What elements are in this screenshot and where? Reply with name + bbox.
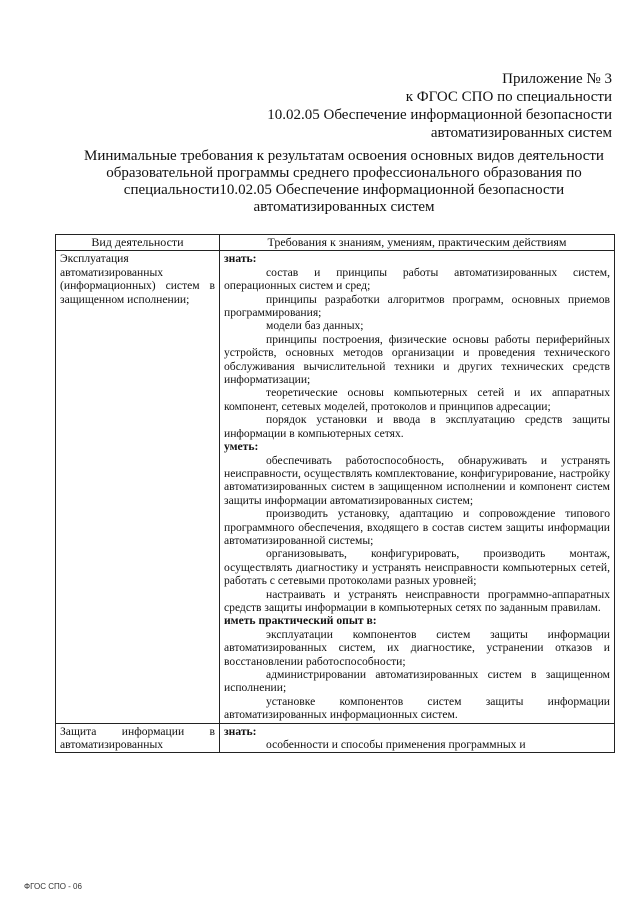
table-row bbox=[56, 251, 615, 723]
list-item: модели баз данных; bbox=[266, 319, 364, 333]
document-title: Минимальные требования к результатам освоения основных видов деятельности образовательной программы среднего профессионального образования по специальности10.02.05 Обеспечение информационной безопасности автоматизированных систем bbox=[84, 148, 604, 215]
list-item: обеспечивать работоспособность, обнаруживать и устранять неисправности, осуществлять комплектование, конфигурирование, настройку автоматизированных систем в защищенном исполнении и компонент систем защиты информации автоматизированных систем; bbox=[224, 453, 610, 507]
list-item: особенности и способы применения программных и bbox=[266, 738, 526, 752]
list-item: теоретические основы компьютерных сетей и их аппаратных компонент, сетевых моделей, протоколов и принципов адресации; bbox=[224, 386, 610, 413]
list-item: эксплуатации компонентов систем защиты информации автоматизированных систем, их диагностике, устранении отказов и восстановлении работоспособности; bbox=[224, 627, 610, 668]
list-item: настраивать и устранять неисправности программно-аппаратных средств защиты информации в компьютерных сетях по заданным правилам. bbox=[224, 587, 610, 614]
column-header-requirements: Требования к знаниям, умениям, практическим действиям bbox=[220, 235, 615, 251]
list-item: принципы построения, физические основы работы периферийных устройств, основных методов организации и проведения технического обслуживания вычислительной техники и других технических средств информатизации; bbox=[224, 332, 610, 387]
appendix-reference: к ФГОС СПО по специальности bbox=[405, 89, 612, 105]
skills-label: уметь: bbox=[224, 440, 259, 454]
activity-cell: Эксплуатация автоматизированных (информационных) систем в защищенном исполнении; bbox=[56, 251, 220, 723]
know-label: знать: bbox=[224, 252, 257, 266]
requirements-cell bbox=[220, 723, 615, 753]
requirements-table bbox=[55, 234, 615, 753]
list-item: принципы разработки алгоритмов программ, основных приемов программирования; bbox=[224, 292, 610, 320]
list-item: порядок установки и ввода в эксплуатацию средств защиты информации в компьютерных сетях. bbox=[224, 413, 610, 440]
appendix-number: Приложение № 3 bbox=[502, 71, 612, 87]
list-item: организовывать, конфигурировать, производить монтаж, осуществлять диагностику и устранять неисправности компьютерных сетей, работать с сетевыми протоколами разных уровней; bbox=[224, 547, 610, 588]
list-item: установке компонентов систем защиты информации автоматизированных информационных систем. bbox=[224, 694, 610, 722]
activity-cell: Защита информации в автоматизированных bbox=[56, 723, 220, 753]
table-header-row bbox=[56, 235, 615, 251]
requirements-cell bbox=[220, 251, 615, 723]
practice-label: иметь практический опыт в: bbox=[224, 614, 377, 628]
list-item: производить установку, адаптацию и сопровождение типового программного обеспечения, входящего в состав систем защиты информации автоматизированной системы; bbox=[224, 507, 610, 547]
specialty-code: 10.02.05 Обеспечение информационной безопасности bbox=[267, 107, 612, 123]
column-header-activity: Вид деятельности bbox=[56, 235, 220, 251]
specialty-name: автоматизированных систем bbox=[430, 125, 612, 141]
know-label: знать: bbox=[224, 724, 257, 738]
list-item: администрировании автоматизированных систем в защищенном исполнении; bbox=[224, 668, 610, 695]
page-footer: ФГОС СПО - 06 bbox=[24, 882, 82, 891]
list-item: состав и принципы работы автоматизированных систем, операционных систем и сред; bbox=[224, 265, 610, 293]
table-row bbox=[56, 723, 615, 753]
